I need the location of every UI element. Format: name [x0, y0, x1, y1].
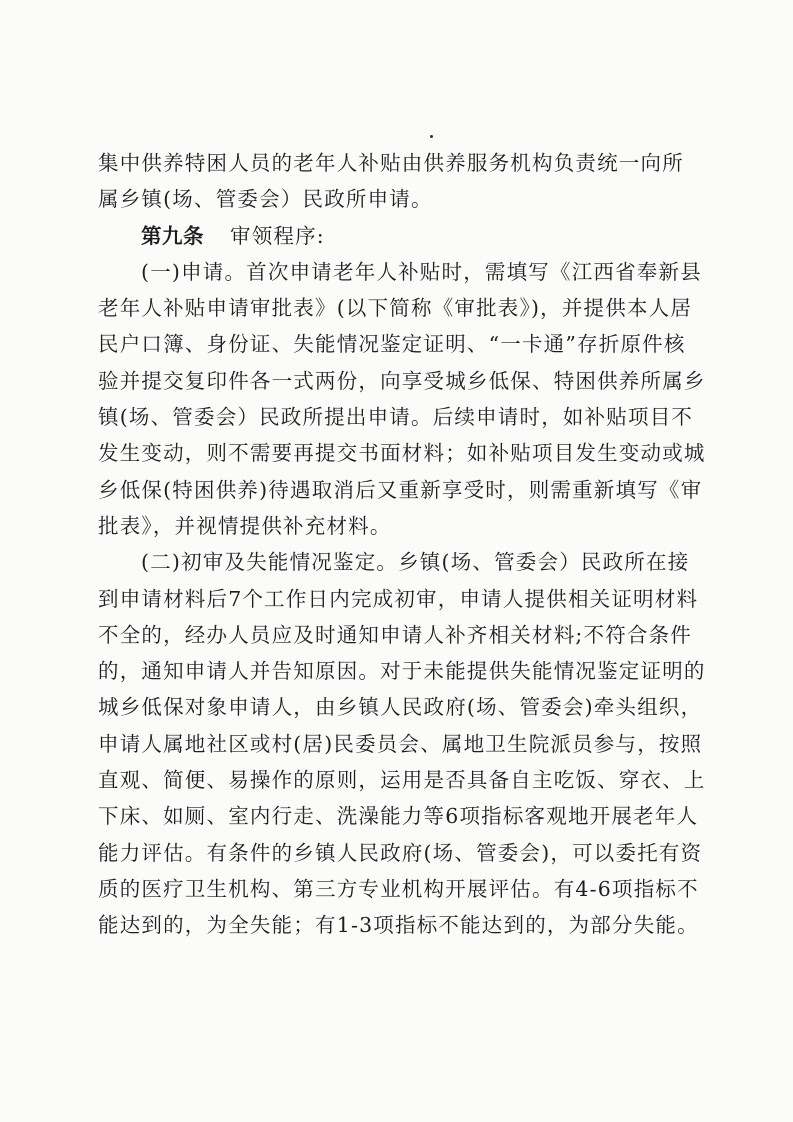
text-line: 发生变动，则不需要再提交书面材料；如补贴项目发生变动或城 [98, 441, 706, 466]
text-line: 城乡低保对象申请人，由乡镇人民政府(场、管委会)牵头组织， [98, 695, 703, 720]
text-line: 直观、简便、易操作的原则，运用是否具备自主吃饭、穿衣、上 [98, 768, 706, 793]
page-mark [430, 135, 433, 138]
text-line: 民户口簿、身份证、失能情况鉴定证明、“一卡通”存折原件核 [98, 332, 686, 357]
article-title: 审领程序: [230, 223, 325, 248]
text-line: 质的医疗卫生机构、第三方专业机构开展评估。有4-6项指标不 [98, 876, 699, 901]
text-line: 验并提交复印件各一式两份，向享受城乡低保、特困供养所属乡 [98, 368, 706, 393]
document-body [98, 145, 706, 944]
text-line: 镇(场、管委会）民政所提出申请。后续申请时，如补贴项目不 [98, 405, 694, 430]
article-number: 第九条 [141, 223, 204, 248]
text-line: 的，通知申请人并告知原因。对于未能提供失能情况鉴定证明的 [98, 659, 706, 684]
text-line: 老年人补贴申请审批表》(以下简称《审批表》)，并提供本人居 [98, 296, 693, 321]
text-line: 属乡镇(场、管委会）民政所申请。 [98, 187, 433, 212]
text-line: 批表》，并视情提供补充材料。 [98, 513, 392, 538]
text-line: 能力评估。有条件的乡镇人民政府(场、管委会)，可以委托有资 [98, 840, 703, 865]
article-heading [98, 218, 688, 254]
text-line: 申请人属地社区或村(居)民委员会、属地卫生院派员参与，按照 [98, 731, 703, 756]
text-line: 不全的，经办人员应及时通知申请人补齐相关材料;不符合条件 [98, 622, 693, 647]
text-line: (一)申请。首次申请老年人补贴时，需填写《江西省奉新县 [141, 259, 702, 284]
text-line: 能达到的，为全失能；有1-3项指标不能达到的，为部分失能。 [98, 913, 699, 938]
text-line: 乡低保(特困供养)待遇取消后又重新享受时，则需重新填写《审 [98, 477, 703, 502]
text-line: 下床、如厕、室内行走、洗澡能力等6项指标客观地开展老年人 [98, 804, 699, 829]
text-line: (二)初审及失能情况鉴定。乡镇(场、管委会）民政所在接 [141, 550, 690, 575]
text-line: 集中供养特困人员的老年人补贴由供养服务机构负责统一向所 [98, 151, 684, 175]
text-line: 到申请材料后7个工作日内完成初审，申请人提供相关证明材料 [98, 586, 699, 611]
